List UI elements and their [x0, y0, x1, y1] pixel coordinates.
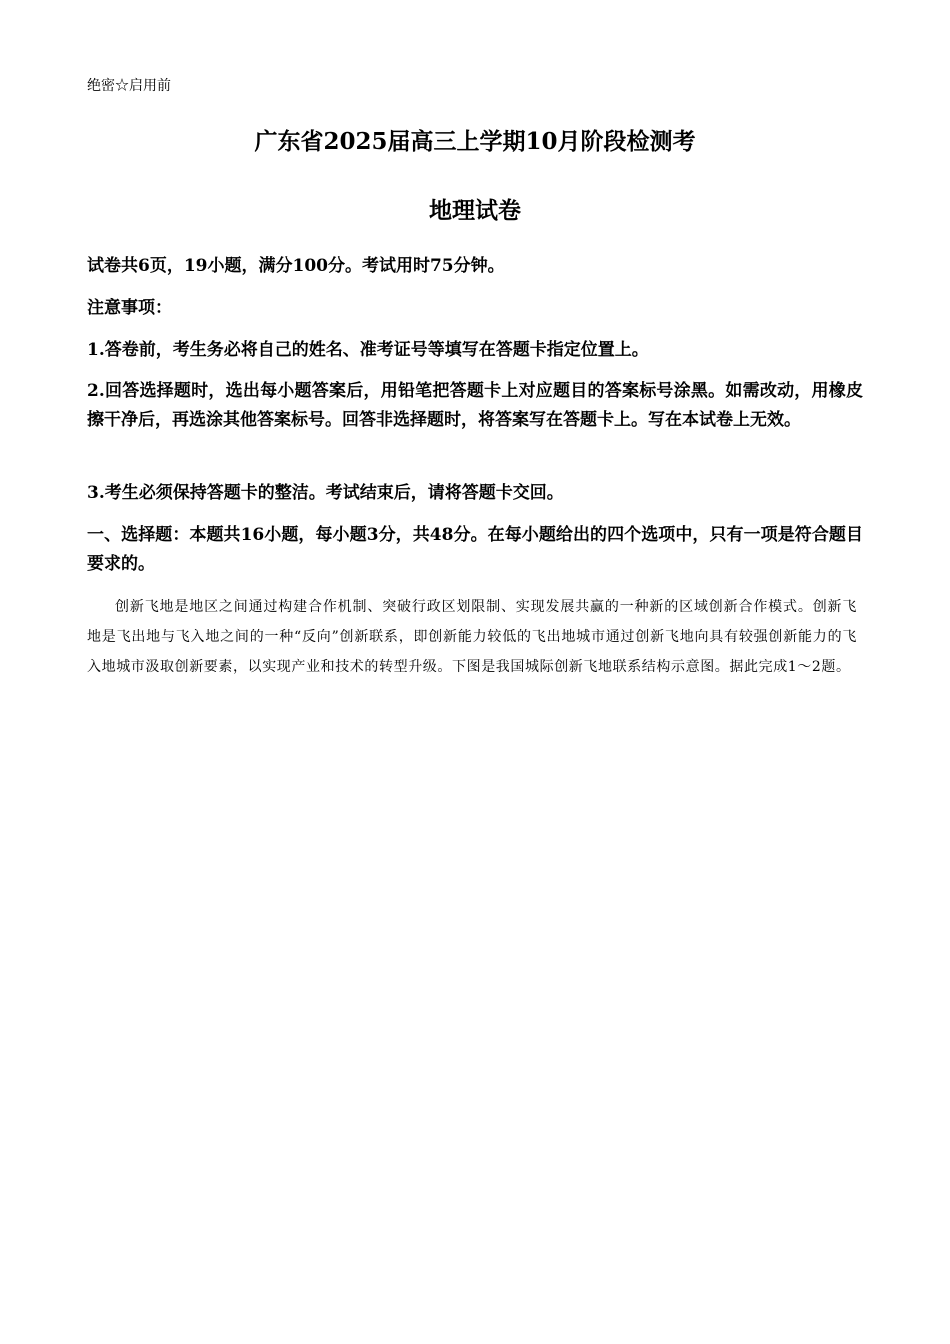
- exam-title: 广东省2025届高三上学期10月阶段检测考: [254, 128, 696, 155]
- notice-item-1: 1.答卷前，考生务必将自己的姓名、准考证号等填写在答题卡指定位置上。: [87, 340, 649, 360]
- notice-heading: 注意事项：: [87, 298, 172, 318]
- reading-passage: 创新飞地是地区之间通过构建合作机制、突破行政区划限制、实现发展共赢的一种新的区域创新合作模式。创新飞地是飞出地与飞入地之间的一种“反向”创新联系，即创新能力较低的飞出地城市通过创新飞地向具有较强创新能力的飞入地城市汲取创新要素，以实现产业和技术的转型升级。下图是我国城际创新飞地联系结构示意图。据此完成1～2题。: [87, 599, 857, 675]
- exam-intro: 试卷共6页，19小题，满分100分。考试用时75分钟。: [87, 256, 505, 276]
- notice-item-2: 2.回答选择题时，选出每小题答案后，用铅笔把答题卡上对应题目的答案标号涂黑。如需改动，用橡皮擦干净后，再选涂其他答案标号。回答非选择题时，将答案写在答题卡上。写在本试卷上无效。: [87, 381, 863, 430]
- exam-subject: 地理试卷: [429, 197, 521, 224]
- notice-item-3: 3.考生必须保持答题卡的整洁。考试结束后，请将答题卡交回。: [87, 483, 564, 503]
- section-heading: 一、选择题：本题共16小题，每小题3分，共48分。在每小题给出的四个选项中，只有一项是符合题目要求的。: [87, 525, 863, 574]
- confidential-label: 绝密☆启用前: [87, 78, 171, 94]
